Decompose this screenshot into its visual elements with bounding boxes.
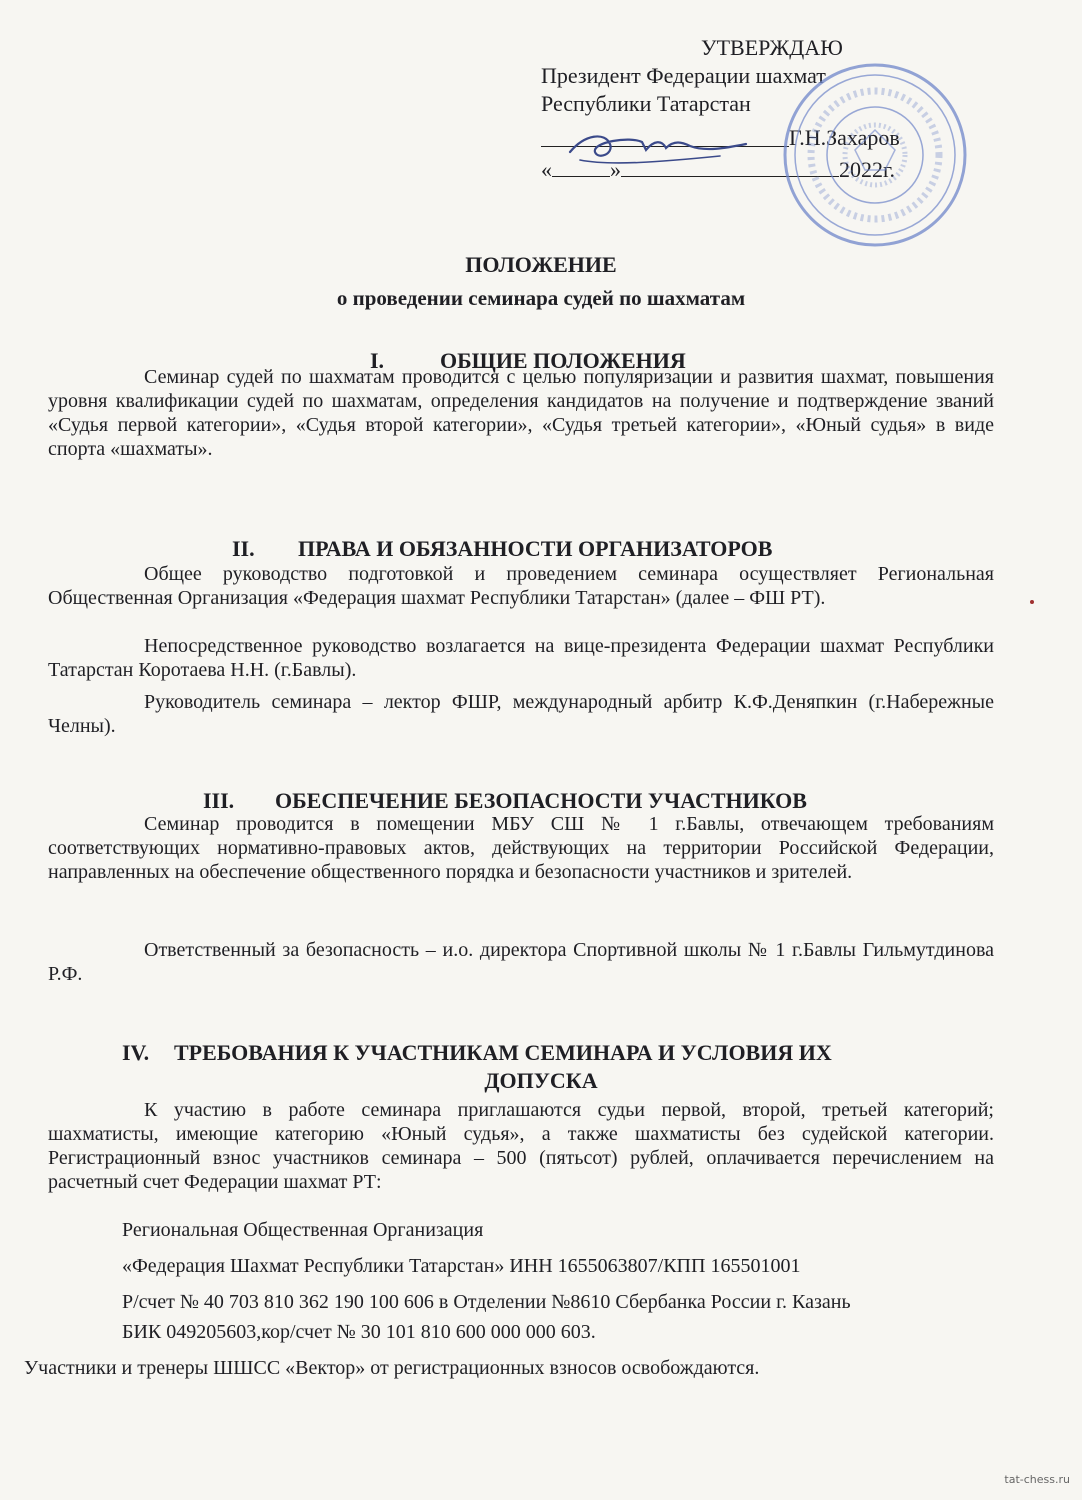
scan-speck [1030, 600, 1034, 604]
approval-word: УТВЕРЖДАЮ [701, 35, 843, 60]
section-title: ОБЩИЕ ПОЛОЖЕНИЯ [440, 348, 686, 373]
date-year: 2022г. [839, 157, 896, 182]
section-title: ПРАВА И ОБЯЗАННОСТИ ОРГАНИЗАТОРОВ [298, 536, 773, 561]
approval-position-line2: Республики Татарстан [541, 91, 751, 116]
section-3-paragraph-1: Семинар проводится в помещении МБУ СШ № 1 г.Бавлы, отвечающем требованиям соответствующих нормативно-правовых актов, действующих на территории Российской Федерации, направленных на обеспечение общественного порядка и безопасности участников и зрителей. [48, 813, 994, 883]
document-title: ПОЛОЖЕНИЕ [465, 252, 617, 277]
section-number: II. [232, 536, 255, 561]
section-title-line-1: ТРЕБОВАНИЯ К УЧАСТНИКАМ СЕМИНАРА И УСЛОВИЯ ИХ [174, 1040, 832, 1065]
round-seal-stamp [780, 60, 970, 250]
section-title: ОБЕСПЕЧЕНИЕ БЕЗОПАСНОСТИ УЧАСТНИКОВ [275, 788, 807, 813]
section-3-paragraph-2: Ответственный за безопасность – и.о. директора Спортивной школы № 1 г.Бавлы Гильмутдинова Р.Ф. [48, 939, 994, 985]
section-4-paragraph-1: К участию в работе семинара приглашаются судьи первой, второй, третьей категорий; шахматисты, имеющие категорию «Юный судья», а также шахматисты без судейской категории. Регистрационный взнос участников семинара – 500 (пятьсот) рублей, оплачивается перечислением на расчетный счет Федерации шахмат РТ: [48, 1099, 994, 1193]
section-title-line-2: ДОПУСКА [484, 1068, 598, 1093]
bank-detail-line: Региональная Общественная Организация [122, 1219, 484, 1241]
date-open-quote: « [541, 157, 552, 182]
bank-detail-line: Р/счет № 40 703 810 362 190 100 606 в Отделении №8610 Сбербанка России г. Казань [122, 1291, 851, 1313]
section-2-paragraph-2: Непосредственное руководство возлагается на вице-президента Федерации шахмат Республики Татарстан Коротаева Н.Н. (г.Бавлы). [48, 635, 994, 681]
document-subtitle: о проведении семинара судей по шахматам [336, 286, 746, 310]
bank-detail-line: «Федерация Шахмат Республики Татарстан» ИНН 1655063807/КПП 165501001 [122, 1255, 801, 1277]
date-close-quote: » [610, 157, 621, 182]
section-4-heading-line-2 [0, 1068, 1082, 1094]
approval-position-line1: Президент Федерации шахмат [541, 63, 826, 88]
bank-detail-line: БИК 049205603,кор/счет № 30 101 810 600 000 000 603. [122, 1321, 596, 1343]
section-number: IV. [122, 1040, 150, 1065]
section-number: III. [203, 788, 235, 813]
section-2-paragraph-1: Общее руководство подготовкой и проведением семинара осуществляет Региональная Общественная Организация «Федерация шахмат Республики Татарстан» (далее – ФШ РТ). [48, 563, 994, 609]
section-2-paragraph-3: Руководитель семинара – лектор ФШР, международный арбитр К.Ф.Деняпкин (г.Набережные Челны). [48, 691, 994, 737]
exemption-note: Участники и тренеры ШШСС «Вектор» от регистрационных взносов освобождаются. [24, 1357, 760, 1379]
section-number: I. [370, 348, 385, 373]
section-1-paragraph-1: Семинар судей по шахматам проводится с целью популяризации и развития шахмат, повышения уровня квалификации судей по шахматам, определения кандидатов на получение и подтверждение званий «Судья первой категории», «Судья второй категории», «Судья третьей категории», «Юный судья» в виде спорта «шахматы». [48, 366, 994, 460]
handwritten-signature [550, 122, 790, 172]
signer-name: Г.Н.Захаров [789, 125, 900, 150]
site-watermark: tat-chess.ru [1004, 1473, 1070, 1486]
